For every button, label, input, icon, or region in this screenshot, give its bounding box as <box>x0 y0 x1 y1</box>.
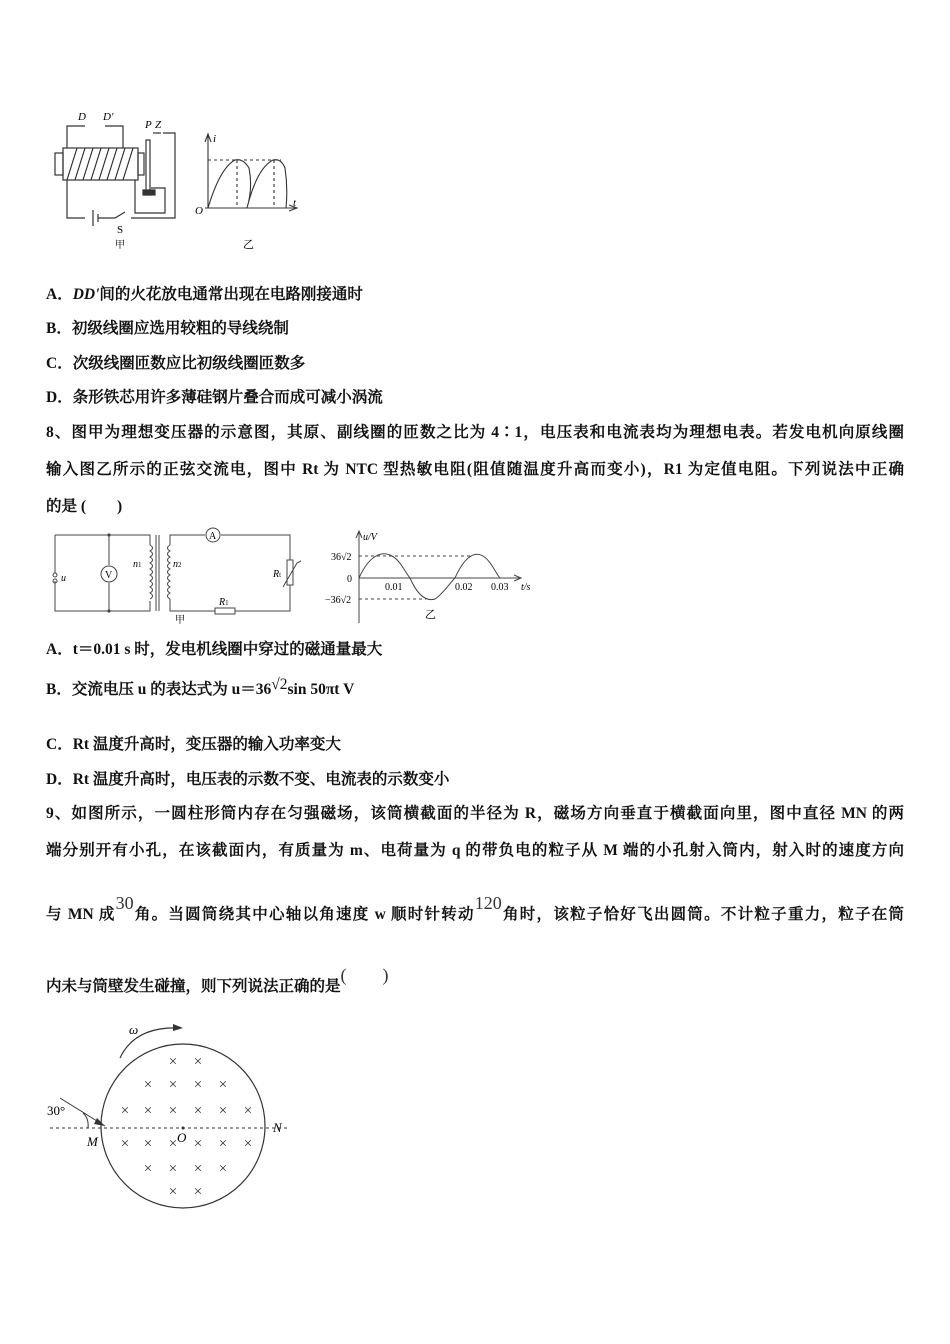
svg-text:×: × <box>218 1161 228 1177</box>
svg-text:×: × <box>120 1103 130 1119</box>
svg-text:×: × <box>243 1136 253 1152</box>
ammeter-label: A <box>209 531 217 542</box>
q7-option-d: D．条形铁芯用许多薄硅钢片叠合而成可减小涡流 <box>46 389 383 406</box>
svg-text:×: × <box>168 1054 178 1070</box>
q9-stem-line-4: 内未与筒壁发生碰撞，则下列说法正确的是( ) <box>46 965 389 995</box>
label-yi: 乙 <box>243 239 254 251</box>
q8-option-b: B．交流电压 u 的表达式为 u＝36√2sin 50πt V <box>46 676 355 698</box>
svg-text:×: × <box>193 1103 203 1119</box>
figure-induction-coil <box>45 108 315 253</box>
svg-text:×: × <box>143 1161 153 1177</box>
label-i: i <box>213 133 217 145</box>
tick-002: 0.02 <box>455 582 473 593</box>
label-O: O <box>195 205 203 217</box>
svg-text:×: × <box>193 1184 203 1200</box>
label-n2: n2 <box>173 559 182 570</box>
q8-stem-line-2: 输入图乙所示的正弦交流电，图中 Rt 为 NTC 型热敏电阻(阻值随温度升高而变小)，R1 为定值电阻。下列说法中正确 <box>46 461 904 478</box>
svg-text:×: × <box>168 1136 178 1152</box>
svg-text:×: × <box>168 1103 178 1119</box>
svg-text:×: × <box>193 1161 203 1177</box>
label-yi: 乙 <box>425 609 436 621</box>
svg-text:×: × <box>143 1103 153 1119</box>
q7-option-b: B．初级线圈应选用较粗的导线绕制 <box>46 320 289 337</box>
tick-003: 0.03 <box>491 582 509 593</box>
q8-option-a: A．t＝0.01 s 时，发电机线圈中穿过的磁通量最大 <box>46 641 383 658</box>
figure-sine-voltage <box>325 528 540 623</box>
svg-text:×: × <box>218 1077 228 1093</box>
tick-ymin: −36√2 <box>325 595 352 606</box>
svg-text:×: × <box>168 1161 178 1177</box>
figure-magnetic-cylinder <box>45 1018 305 1218</box>
label-n1: n1 <box>133 559 142 570</box>
voltmeter-label: V <box>105 570 113 581</box>
label-jia: 甲 <box>115 240 125 251</box>
svg-text:×: × <box>243 1103 253 1119</box>
x-axis-label: t/s <box>521 582 531 593</box>
label-omega: ω <box>129 1022 139 1037</box>
q7-option-a: A．DD'间的火花放电通常出现在电路刚接通时 <box>46 286 363 303</box>
svg-text:×: × <box>120 1136 130 1152</box>
svg-text:×: × <box>143 1077 153 1093</box>
label-Z: Z <box>155 119 162 131</box>
svg-text:×: × <box>193 1077 203 1093</box>
label-Rt: Rt <box>273 569 282 580</box>
label-O: O <box>177 1130 187 1145</box>
q9-stem-line-3: 与 MN 成30角。当圆筒绕其中心轴以角速度 w 顺时针转动120角时，该粒子恰好飞出圆筒。不计粒子重力，粒子在筒 <box>46 893 905 923</box>
svg-text:×: × <box>143 1136 153 1152</box>
q9-stem-line-2: 端分别开有小孔，在该截面内，有质量为 m、电荷量为 q 的带负电的粒子从 M 端的小孔射入筒内，射入时的速度方向 <box>46 842 904 859</box>
svg-text:×: × <box>218 1136 228 1152</box>
label-angle: 30° <box>47 1103 66 1118</box>
tick-001: 0.01 <box>385 582 403 593</box>
svg-text:×: × <box>193 1136 203 1152</box>
q8-option-d: D．Rt 温度升高时，电压表的示数不变、电流表的示数变小 <box>46 771 450 788</box>
label-D-prime: D' <box>103 111 114 123</box>
label-S: S <box>117 224 124 236</box>
svg-text:×: × <box>193 1054 203 1070</box>
svg-text:×: × <box>218 1103 228 1119</box>
q8-stem-line-3: 的是 ( ) <box>46 498 123 515</box>
label-M: M <box>87 1134 98 1149</box>
label-N: N <box>273 1120 282 1135</box>
source-label: u <box>61 573 66 584</box>
svg-text:×: × <box>168 1184 178 1200</box>
tick-ymax: 36√2 <box>331 552 352 563</box>
q8-option-c: C．Rt 温度升高时，变压器的输入功率变大 <box>46 736 341 753</box>
label-P: P <box>145 119 152 131</box>
q8-stem-line-1: 8、图甲为理想变压器的示意图，其原、副线圈的匝数之比为 4∶1，电压表和电流表均为理想电表。若发电机向原线圈 <box>46 424 904 441</box>
tick-zero: 0 <box>347 574 352 585</box>
y-axis-label: u/V <box>363 532 377 543</box>
label-D: D <box>78 111 86 123</box>
svg-text:×: × <box>168 1077 178 1093</box>
label-jia: 甲 <box>175 615 185 625</box>
label-t: t <box>293 197 297 209</box>
q9-stem-line-1: 9、如图所示，一圆柱形筒内存在匀强磁场，该筒横截面的半径为 R，磁场方向垂直于横截面向里，图中直径 MN 的两 <box>46 805 904 822</box>
figure-transformer-circuit <box>45 525 305 625</box>
q7-option-c: C．次级线圈匝数应比初级线圈匝数多 <box>46 355 306 372</box>
label-R1: R1 <box>219 597 229 608</box>
